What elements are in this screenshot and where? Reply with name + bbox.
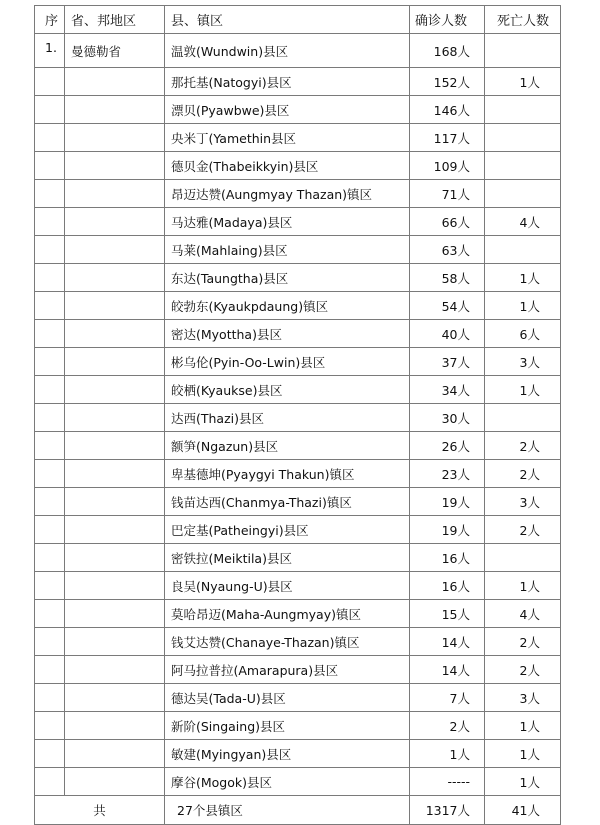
- row-deaths: 2人: [485, 516, 561, 544]
- row-confirmed: 152人: [410, 68, 485, 96]
- row-confirmed: 14人: [410, 656, 485, 684]
- row-confirmed: 71人: [410, 180, 485, 208]
- table-row: [35, 460, 561, 488]
- row-town: 那托基(Natogyi)县区: [165, 68, 410, 96]
- row-deaths: 4人: [485, 600, 561, 628]
- row-province-empty: [65, 516, 165, 544]
- row-seq-empty: [35, 572, 65, 600]
- total-row: [35, 796, 561, 825]
- row-town: 额笋(Ngazun)县区: [165, 432, 410, 460]
- row-province-empty: [65, 348, 165, 376]
- row-deaths: 1人: [485, 376, 561, 404]
- table-row: [35, 236, 561, 264]
- row-confirmed: 40人: [410, 320, 485, 348]
- row-deaths: [485, 236, 561, 264]
- row-town: 密达(Myottha)县区: [165, 320, 410, 348]
- row-seq-empty: [35, 68, 65, 96]
- row-province-empty: [65, 544, 165, 572]
- row-confirmed: 66人: [410, 208, 485, 236]
- row-deaths: 1人: [485, 572, 561, 600]
- table-body: [35, 34, 561, 796]
- row-confirmed: 168人: [410, 34, 485, 68]
- table-row: [35, 152, 561, 180]
- row-confirmed: 14人: [410, 628, 485, 656]
- row-deaths: 3人: [485, 488, 561, 516]
- row-province-empty: [65, 572, 165, 600]
- row-seq-empty: [35, 516, 65, 544]
- row-town: 密铁拉(Meiktila)县区: [165, 544, 410, 572]
- table-row: [35, 376, 561, 404]
- row-town: 德贝金(Thabeikkyin)县区: [165, 152, 410, 180]
- header-confirmed: 确诊人数: [410, 6, 485, 34]
- table-row: [35, 264, 561, 292]
- row-town: 温敦(Wundwin)县区: [165, 34, 410, 68]
- row-confirmed: 16人: [410, 572, 485, 600]
- row-seq-empty: [35, 656, 65, 684]
- row-deaths: [485, 404, 561, 432]
- table-row: [35, 180, 561, 208]
- row-deaths: [485, 544, 561, 572]
- row-town: 良吴(Nyaung-U)县区: [165, 572, 410, 600]
- row-town: 漂贝(Pyawbwe)县区: [165, 96, 410, 124]
- table-row: [35, 712, 561, 740]
- row-province-empty: [65, 740, 165, 768]
- row-province-empty: [65, 768, 165, 796]
- row-province: 曼德勒省: [65, 34, 165, 68]
- row-deaths: 1人: [485, 740, 561, 768]
- row-confirmed: 19人: [410, 516, 485, 544]
- row-seq: 1.: [35, 34, 65, 68]
- header-deaths: 死亡人数: [485, 6, 561, 34]
- row-seq-empty: [35, 96, 65, 124]
- row-confirmed: 2人: [410, 712, 485, 740]
- total-confirmed: 1317人: [410, 796, 485, 825]
- row-town: 新阶(Singaing)县区: [165, 712, 410, 740]
- table-row: [35, 684, 561, 712]
- row-town: 莫哈昂迈(Maha-Aungmyay)镇区: [165, 600, 410, 628]
- table-row: [35, 740, 561, 768]
- row-seq-empty: [35, 264, 65, 292]
- row-seq-empty: [35, 768, 65, 796]
- table-row: [35, 208, 561, 236]
- row-province-empty: [65, 236, 165, 264]
- row-deaths: 4人: [485, 208, 561, 236]
- row-confirmed: 26人: [410, 432, 485, 460]
- row-town: 彬乌伦(Pyin-Oo-Lwin)县区: [165, 348, 410, 376]
- row-province-empty: [65, 320, 165, 348]
- row-province-empty: [65, 460, 165, 488]
- row-seq-empty: [35, 600, 65, 628]
- table-row: [35, 34, 561, 68]
- row-town: 钱艾达赞(Chanaye-Thazan)镇区: [165, 628, 410, 656]
- row-town: 马莱(Mahlaing)县区: [165, 236, 410, 264]
- row-province-empty: [65, 124, 165, 152]
- table-row: [35, 432, 561, 460]
- row-deaths: [485, 124, 561, 152]
- row-seq-empty: [35, 208, 65, 236]
- row-town: 巴定基(Patheingyi)县区: [165, 516, 410, 544]
- row-town: 卑基德坤(Pyaygyi Thakun)镇区: [165, 460, 410, 488]
- row-seq-empty: [35, 628, 65, 656]
- row-confirmed: 30人: [410, 404, 485, 432]
- row-town: 敏建(Myingyan)县区: [165, 740, 410, 768]
- row-seq-empty: [35, 460, 65, 488]
- row-confirmed: 109人: [410, 152, 485, 180]
- row-seq-empty: [35, 292, 65, 320]
- row-province-empty: [65, 292, 165, 320]
- row-province-empty: [65, 404, 165, 432]
- row-town: 皎栖(Kyaukse)县区: [165, 376, 410, 404]
- total-label: 共: [35, 796, 165, 825]
- row-deaths: 1人: [485, 292, 561, 320]
- row-seq-empty: [35, 432, 65, 460]
- table-row: [35, 572, 561, 600]
- header-row: [35, 6, 561, 34]
- row-confirmed: 15人: [410, 600, 485, 628]
- row-seq-empty: [35, 740, 65, 768]
- row-confirmed: 37人: [410, 348, 485, 376]
- row-town: 马达雅(Madaya)县区: [165, 208, 410, 236]
- row-confirmed: 63人: [410, 236, 485, 264]
- row-town: 达西(Thazi)县区: [165, 404, 410, 432]
- table-row: [35, 628, 561, 656]
- table-row: [35, 292, 561, 320]
- row-seq-empty: [35, 236, 65, 264]
- row-seq-empty: [35, 544, 65, 572]
- row-confirmed: 16人: [410, 544, 485, 572]
- row-town: 昂迈达赞(Aungmyay Thazan)镇区: [165, 180, 410, 208]
- covid-statistics-table: [34, 5, 561, 825]
- data-sheet: [34, 5, 561, 825]
- table-row: [35, 488, 561, 516]
- table-row: [35, 124, 561, 152]
- row-confirmed: -----: [410, 768, 485, 796]
- row-confirmed: 117人: [410, 124, 485, 152]
- row-province-empty: [65, 180, 165, 208]
- row-deaths: 2人: [485, 460, 561, 488]
- row-province-empty: [65, 152, 165, 180]
- row-seq-empty: [35, 152, 65, 180]
- row-deaths: [485, 96, 561, 124]
- row-seq-empty: [35, 320, 65, 348]
- row-deaths: 1人: [485, 768, 561, 796]
- row-province-empty: [65, 264, 165, 292]
- row-deaths: 1人: [485, 264, 561, 292]
- row-seq-empty: [35, 404, 65, 432]
- header-seq: 序: [35, 6, 65, 34]
- table-row: [35, 404, 561, 432]
- total-town-count: 27个县镇区: [165, 796, 410, 825]
- row-confirmed: 23人: [410, 460, 485, 488]
- row-town: 摩谷(Mogok)县区: [165, 768, 410, 796]
- table-row: [35, 768, 561, 796]
- row-deaths: 1人: [485, 68, 561, 96]
- row-seq-empty: [35, 488, 65, 516]
- row-deaths: 2人: [485, 432, 561, 460]
- row-confirmed: 58人: [410, 264, 485, 292]
- row-town: 阿马拉普拉(Amarapura)县区: [165, 656, 410, 684]
- row-province-empty: [65, 684, 165, 712]
- row-deaths: [485, 180, 561, 208]
- row-province-empty: [65, 96, 165, 124]
- row-province-empty: [65, 68, 165, 96]
- table-row: [35, 656, 561, 684]
- row-deaths: 2人: [485, 628, 561, 656]
- table-row: [35, 68, 561, 96]
- row-seq-empty: [35, 376, 65, 404]
- row-town: 央米丁(Yamethin县区: [165, 124, 410, 152]
- table-row: [35, 96, 561, 124]
- row-deaths: 6人: [485, 320, 561, 348]
- row-province-empty: [65, 712, 165, 740]
- row-confirmed: 1人: [410, 740, 485, 768]
- row-town: 德达吴(Tada-U)县区: [165, 684, 410, 712]
- row-confirmed: 54人: [410, 292, 485, 320]
- row-seq-empty: [35, 348, 65, 376]
- row-province-empty: [65, 376, 165, 404]
- row-deaths: 2人: [485, 656, 561, 684]
- row-confirmed: 34人: [410, 376, 485, 404]
- row-deaths: [485, 152, 561, 180]
- row-seq-empty: [35, 712, 65, 740]
- row-confirmed: 7人: [410, 684, 485, 712]
- table-row: [35, 600, 561, 628]
- table-row: [35, 348, 561, 376]
- row-deaths: 3人: [485, 348, 561, 376]
- row-deaths: 3人: [485, 684, 561, 712]
- table-row: [35, 320, 561, 348]
- row-province-empty: [65, 628, 165, 656]
- header-town: 县、镇区: [165, 6, 410, 34]
- row-province-empty: [65, 656, 165, 684]
- row-town: 皎勃东(Kyaukpdaung)镇区: [165, 292, 410, 320]
- row-province-empty: [65, 432, 165, 460]
- table-row: [35, 516, 561, 544]
- row-seq-empty: [35, 124, 65, 152]
- row-seq-empty: [35, 684, 65, 712]
- table-row: [35, 544, 561, 572]
- row-confirmed: 19人: [410, 488, 485, 516]
- row-seq-empty: [35, 180, 65, 208]
- total-deaths: 41人: [485, 796, 561, 825]
- row-deaths: [485, 34, 561, 68]
- row-province-empty: [65, 208, 165, 236]
- row-deaths: 1人: [485, 712, 561, 740]
- header-province: 省、邦地区: [65, 6, 165, 34]
- row-province-empty: [65, 600, 165, 628]
- row-town: 钱苗达西(Chanmya-Thazi)镇区: [165, 488, 410, 516]
- row-province-empty: [65, 488, 165, 516]
- row-town: 东达(Taungtha)县区: [165, 264, 410, 292]
- row-confirmed: 146人: [410, 96, 485, 124]
